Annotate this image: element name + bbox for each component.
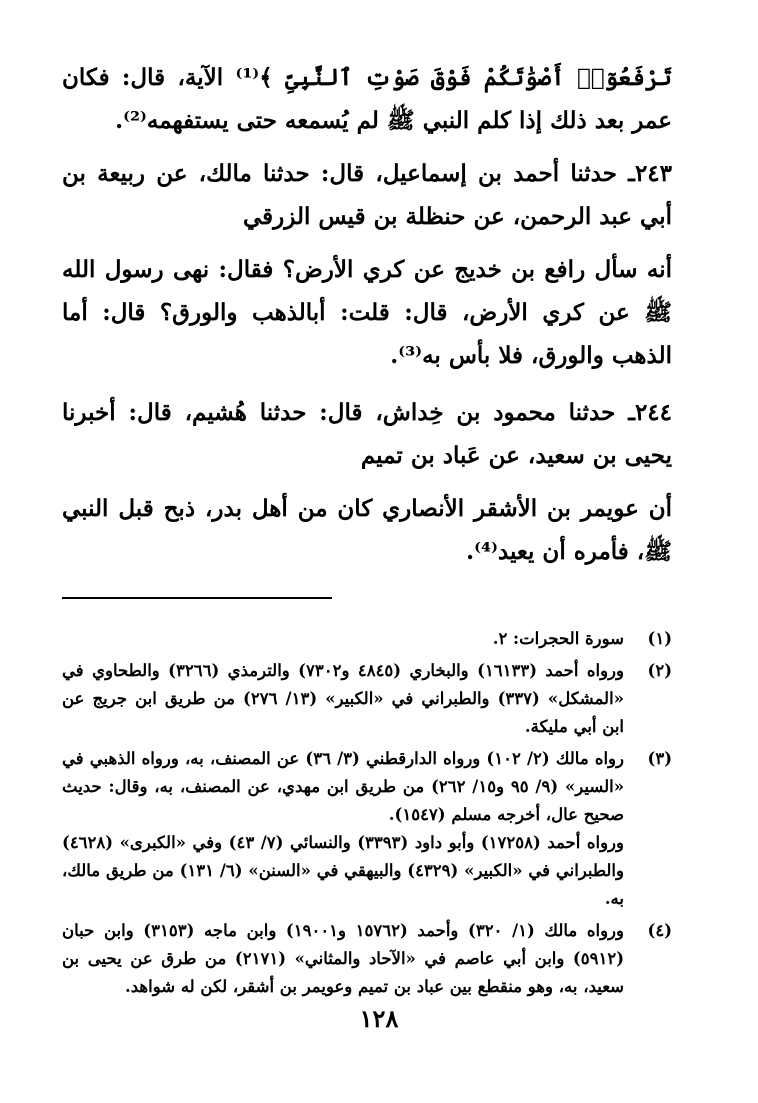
footnote-line: رواه مالك (٢/ ١٠٢) ورواه الدارقطني (٣/ ٣٦) عن المصنف، به، ورواه الذهبي في «السير» (٩/ ٩٥ و١٥/ ٢٦٢) من طريق ابن مهدي، عن المصنف، به، وقال: حديث صحيح عال، أخرجه مسلم (١٥٤٧). xyxy=(62,749,625,824)
hadith-244-isnad: ٢٤٤ـ حدثنا محمود بن خِداش، قال: حدثنا هُشيم، قال: أخبرنا يحيى بن سعيد، عن عَباد بن تميم xyxy=(62,399,672,469)
footnote-2 xyxy=(62,657,672,741)
page-number: ١٢٨ xyxy=(359,1004,399,1033)
main-text xyxy=(62,56,672,573)
footnote-text xyxy=(62,657,624,741)
footnote-line: ورواه أحمد (١٦١٣٣) والبخاري (٤٨٤٥ و٧٣٠٢) والترمذي (٣٢٦٦) والطحاوي في «المشكل» (٣٣٧) والطبراني في «الكبير» (١٣/ ٢٧٦) من طريق ابن جريج عن ابن أبي مليكة. xyxy=(62,661,624,736)
hadith-244-matn: أن عويمر بن الأشقر الأنصاري كان من أهل بدر، ذبح قبل النبي ﷺ، فأمره أن يعيد⁽⁴⁾. xyxy=(62,495,672,565)
footnote-line: سورة الحجرات: ٢. xyxy=(492,629,624,648)
page-content xyxy=(62,56,672,1005)
footnote-1 xyxy=(62,625,672,653)
footnote-3 xyxy=(62,745,672,913)
footnote-number: (١) xyxy=(647,629,672,648)
footnote-text xyxy=(62,745,624,913)
footnote-text xyxy=(62,625,624,653)
footnote-number: (٤) xyxy=(647,921,672,940)
main-paragraph-1: تَرْفَعُوٓا۟ أَصْوَٰتَكُمْ فَوْقَ صَوْتِ ٱلنَّبِىِّ ﴾⁽¹⁾ الآية، قال: فكان عمر بعد ذلك إذا كلم النبي ﷺ لم يُسمعه حتى يستفهمه⁽²⁾. xyxy=(62,64,672,134)
footnote-line: ورواه أحمد (١٧٢٥٨) وأبو داود (٣٣٩٣) والنسائي (٧/ ٤٣) وفي «الكبرى» (٤٦٢٨) والطبراني في «الكبير» (٤٣٢٩) والبيهقي في «السنن» (٦/ ١٣١) من طريق مالك، به. xyxy=(62,833,624,908)
footnote-number: (٢) xyxy=(647,661,672,680)
footnote-4 xyxy=(62,917,672,1001)
hadith-243-matn: أنه سأل رافع بن خديج عن كري الأرض؟ فقال: نهى رسول الله ﷺ عن كري الأرض، قال: قلت: أبالذهب والورق؟ قال: أما الذهب والورق، فلا بأس به⁽³⁾. xyxy=(62,256,672,369)
footnote-text xyxy=(62,917,624,1001)
hadith-243-isnad: ٢٤٣ـ حدثنا أحمد بن إسماعيل، قال: حدثنا مالك، عن ربيعة بن أبي عبد الرحمن، عن حنظلة بن قيس الزرقي xyxy=(62,160,672,230)
footnote-line: ورواه مالك (١/ ٣٢٠) وأحمد (١٥٧٦٢ و١٩٠٠١) وابن ماجه (٣١٥٣) وابن حبان (٥٩١٢) وابن أبي عاصم في «الآحاد والمثاني» (٢١٧١) من طرق عن يحيى بن سعيد، به، وهو منقطع بين عباد بن تميم وعويمر بن أشقر، لكن له شواهد. xyxy=(62,921,624,996)
footnote-separator xyxy=(62,597,332,599)
footnotes xyxy=(62,625,672,1001)
footnote-number: (٣) xyxy=(647,749,672,768)
